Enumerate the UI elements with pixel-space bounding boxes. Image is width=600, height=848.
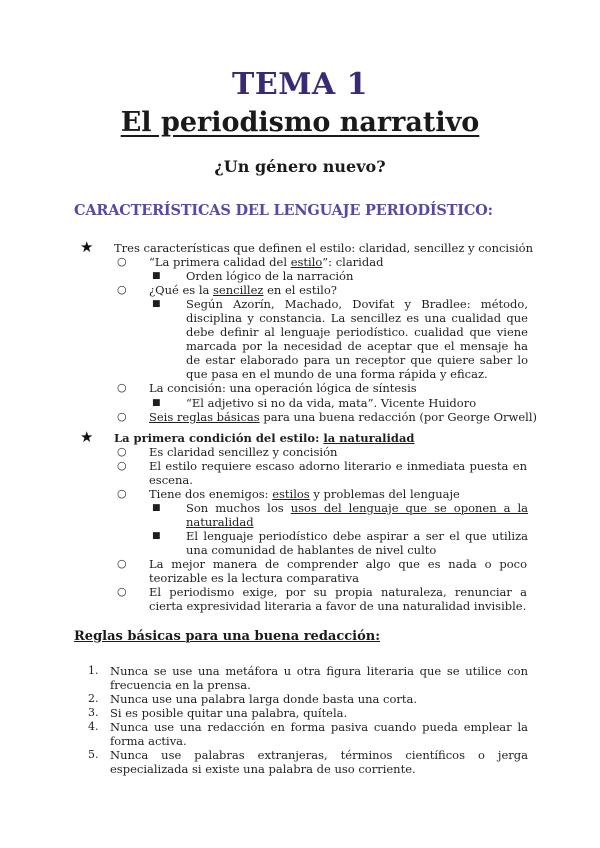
claridad-line: “La primera calidad del estilo”: claridad bbox=[149, 255, 384, 269]
estilo-adorno-paragraph: El estilo requiere escaso adorno literario e inmediata puesta en escena. bbox=[149, 459, 527, 487]
square-bullet: ■ bbox=[152, 271, 161, 281]
tema-title: TEMA 1 bbox=[232, 67, 368, 102]
bullet-1-text: Tres características que definen el estilo: claridad, sencillez y concisión bbox=[114, 241, 533, 255]
star-bullet-2: ★ bbox=[80, 428, 94, 446]
bullet-2-text: La primera condición del estilo: la naturalidad bbox=[114, 431, 415, 445]
enemigos-line: Tiene dos enemigos: estilos y problemas del lenguaje bbox=[149, 487, 460, 501]
rule-item: Nunca use una palabra larga donde basta una corta. bbox=[110, 692, 418, 706]
square-bullet: ■ bbox=[152, 398, 161, 408]
rule-number: 5. bbox=[88, 748, 99, 761]
circle-bullet: ○ bbox=[117, 381, 127, 394]
claridad-sencillez-line: Es claridad sencillez y concisión bbox=[149, 445, 338, 459]
square-bullet: ■ bbox=[152, 531, 161, 541]
page-subtitle: ¿Un género nuevo? bbox=[214, 157, 386, 176]
estilos-link[interactable]: estilos bbox=[272, 487, 310, 501]
naturalidad-link[interactable]: la naturalidad bbox=[323, 431, 415, 445]
estilo-link[interactable]: estilo bbox=[290, 255, 323, 269]
page-title: El periodismo narrativo bbox=[120, 107, 480, 138]
lenguaje-periodistico-paragraph: El lenguaje periodístico debe aspirar a ser el que utiliza una comunidad de hablantes de nivel culto bbox=[186, 529, 528, 557]
rule-item: Nunca use palabras extranjeras, términos científicos o jerga especializada si existe una palabra de uso corriente. bbox=[110, 748, 528, 776]
circle-bullet: ○ bbox=[117, 585, 127, 598]
orden-logico-line: Orden lógico de la narración bbox=[186, 269, 354, 283]
rule-number: 3. bbox=[88, 706, 99, 719]
rule-item: Si es posible quitar una palabra, quítela. bbox=[110, 706, 348, 720]
usos-lenguaje-link[interactable]: usos del lenguaje que se oponen a la naturalidad bbox=[186, 501, 529, 529]
square-bullet: ■ bbox=[152, 299, 161, 309]
periodismo-exige-paragraph: El periodismo exige, por su propia naturaleza, renunciar a cierta expresividad literaria a favor de una naturalidad invisible. bbox=[149, 585, 527, 613]
usos-lenguaje-paragraph: Son muchos los usos del lenguaje que se oponen a la naturalidad bbox=[186, 501, 529, 529]
rule-item: Nunca use una redacción en forma pasiva cuando pueda emplear la forma activa. bbox=[110, 720, 528, 748]
sencillez-paragraph: Según Azorín, Machado, Dovifat y Bradlee: método, disciplina y constancia. La sencillez es una cualidad que debe definir al lenguaje periodístico. cualidad que viene marcada por la necesidad de aceptar que el mensaje ha de estar elaborado para un receptor que quiere saber lo que pasa en el mundo de una forma rápida y eficaz. bbox=[186, 297, 528, 381]
seis-reglas-link[interactable]: Seis reglas básicas bbox=[149, 410, 260, 424]
adjetivo-quote: “El adjetivo si no da vida, mata”. Vicente Huidoro bbox=[186, 396, 477, 410]
circle-bullet: ○ bbox=[117, 255, 127, 268]
circle-bullet: ○ bbox=[117, 283, 127, 296]
square-bullet: ■ bbox=[152, 503, 161, 513]
rule-number: 2. bbox=[88, 692, 99, 705]
rules-heading: Reglas básicas para una buena redacción: bbox=[74, 629, 381, 644]
concision-line: La concisión: una operación lógica de síntesis bbox=[149, 381, 417, 395]
seis-reglas-line: Seis reglas básicas para una buena redacción (por George Orwell) bbox=[149, 410, 538, 424]
sencillez-link[interactable]: sencillez bbox=[213, 283, 264, 297]
rule-number: 4. bbox=[88, 720, 99, 733]
circle-bullet: ○ bbox=[117, 487, 127, 500]
circle-bullet: ○ bbox=[117, 445, 127, 458]
rule-number: 1. bbox=[88, 664, 99, 677]
rule-item: Nunca se use una metáfora u otra figura literaria que se utilice con frecuencia en la prensa. bbox=[110, 664, 528, 692]
sencillez-question: ¿Qué es la sencillez en el estilo? bbox=[149, 283, 337, 297]
circle-bullet: ○ bbox=[117, 557, 127, 570]
circle-bullet: ○ bbox=[117, 410, 127, 423]
lectura-comparativa-paragraph: La mejor manera de comprender algo que es nada o poco teorizable es la lectura comparativa bbox=[149, 557, 527, 585]
circle-bullet: ○ bbox=[117, 459, 127, 472]
section-heading: CARACTERÍSTICAS DEL LENGUAJE PERIODÍSTICO: bbox=[74, 202, 493, 219]
star-bullet-1: ★ bbox=[80, 238, 94, 256]
